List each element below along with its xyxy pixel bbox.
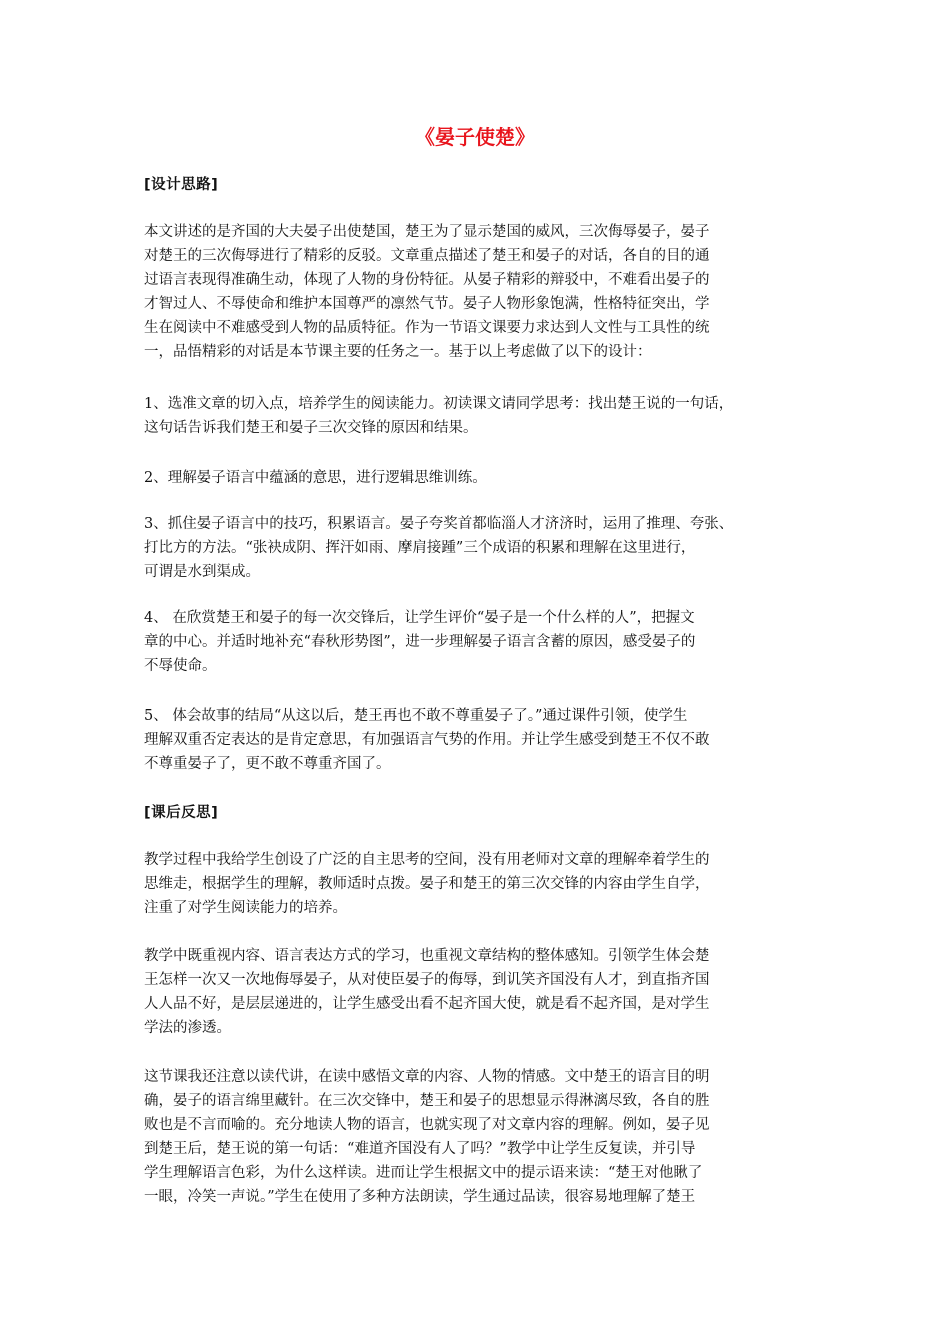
- text-line: 王怎样一次又一次地侮辱晏子，从对使臣晏子的侮辱，到讥笑齐国没有人才，到直指齐国: [144, 972, 710, 988]
- paragraph-reflection-2: [144, 944, 829, 1040]
- text-line: 教学过程中我给学生创设了广泛的自主思考的空间，没有用老师对文章的理解牵着学生的: [144, 852, 710, 868]
- text-line: 学生理解语言色彩，为什么这样读。进而让学生根据文中的提示语来读：“楚王对他瞅了: [144, 1165, 703, 1181]
- text-line: 才智过人、不辱使命和维护本国尊严的凛然气节。晏子人物形象饱满，性格特征突出，学: [144, 296, 710, 312]
- text-line: 学法的渗透。: [144, 1020, 231, 1036]
- text-line: 本文讲述的是齐国的大夫晏子出使楚国，楚王为了显示楚国的威风，三次侮辱晏子，晏子: [144, 224, 710, 240]
- text-line: 2、理解晏子语言中蕴涵的意思，进行逻辑思维训练。: [144, 470, 487, 486]
- text-line: 生在阅读中不难感受到人物的品质特征。作为一节语文课要力求达到人文性与工具性的统: [144, 320, 710, 336]
- paragraph-intro: [144, 220, 829, 364]
- paragraph-point-3: [144, 512, 829, 584]
- text-line: 败也是不言而喻的。充分地读人物的语言，也就实现了对文章内容的理解。例如，晏子见: [144, 1117, 710, 1133]
- text-line: 一眼，冷笑一声说。”学生在使用了多种方法朗读，学生通过品读，很容易地理解了楚王: [144, 1189, 696, 1205]
- text-line: 一，品悟精彩的对话是本节课主要的任务之一。基于以上考虑做了以下的设计：: [144, 344, 652, 360]
- text-line: 4、 在欣赏楚王和晏子的每一次交锋后，让学生评价“晏子是一个什么样的人”，把握文: [144, 610, 695, 626]
- text-line: 可谓是水到渠成。: [144, 564, 260, 580]
- text-line: 这节课我还注意以读代讲，在读中感悟文章的内容、人物的情感。文中楚王的语言目的明: [144, 1069, 710, 1085]
- text-line: 对楚王的三次侮辱进行了精彩的反驳。文章重点描述了楚王和晏子的对话，各自的目的通: [144, 248, 710, 264]
- text-line: 5、 体会故事的结局“从这以后，楚王再也不敢不尊重晏子了。”通过课件引领，使学生: [144, 708, 688, 724]
- paragraph-reflection-1: [144, 848, 829, 920]
- text-line: 过语言表现得准确生动，体现了人物的身份特征。从晏子精彩的辩驳中，不难看出晏子的: [144, 272, 710, 288]
- paragraph-point-1: [144, 392, 829, 440]
- paragraph-point-2: [144, 466, 829, 490]
- text-line: 1、选准文章的切入点，培养学生的阅读能力。初读课文请同学思考：找出楚王说的一句话，: [144, 396, 734, 412]
- text-line: 思维走，根据学生的理解，教师适时点拨。晏子和楚王的第三次交锋的内容由学生自学，: [144, 876, 710, 892]
- text-line: 人人品不好，是层层递进的，让学生感受出看不起齐国大使，就是看不起齐国，是对学生: [144, 996, 710, 1012]
- document-title: 《晏子使楚》: [415, 125, 535, 149]
- text-line: 不尊重晏子了，更不敢不尊重齐国了。: [144, 756, 391, 772]
- text-line: 3、抓住晏子语言中的技巧，积累语言。晏子夸奖首都临淄人才济济时，运用了推理、夸张、: [144, 516, 734, 532]
- text-line: 章的中心。并适时地补充“春秋形势图”，进一步理解晏子语言含蓄的原因，感受晏子的: [144, 634, 696, 650]
- paragraph-point-5: [144, 704, 829, 776]
- paragraph-point-4: [144, 606, 829, 678]
- text-line: 这句话告诉我们楚王和晏子三次交锋的原因和结果。: [144, 420, 478, 436]
- text-line: 教学中既重视内容、语言表达方式的学习，也重视文章结构的整体感知。引领学生体会楚: [144, 948, 710, 964]
- text-line: 注重了对学生阅读能力的培养。: [144, 900, 347, 916]
- section-heading-reflection: [课后反思]: [144, 805, 219, 821]
- section-heading-design: [设计思路]: [144, 177, 219, 193]
- text-line: 到楚王后，楚王说的第一句话：“难道齐国没有人了吗？”教学中让学生反复读，并引导: [144, 1141, 696, 1157]
- text-line: 打比方的方法。“张袂成阴、挥汗如雨、摩肩接踵”三个成语的积累和理解在这里进行，: [144, 540, 696, 556]
- text-line: 不辱使命。: [144, 658, 217, 674]
- paragraph-reflection-3: [144, 1065, 829, 1209]
- text-line: 理解双重否定表达的是肯定意思，有加强语言气势的作用。并让学生感受到楚王不仅不敢: [144, 732, 710, 748]
- text-line: 确，晏子的语言绵里藏针。在三次交锋中，楚王和晏子的思想显示得淋漓尽致，各自的胜: [144, 1093, 710, 1109]
